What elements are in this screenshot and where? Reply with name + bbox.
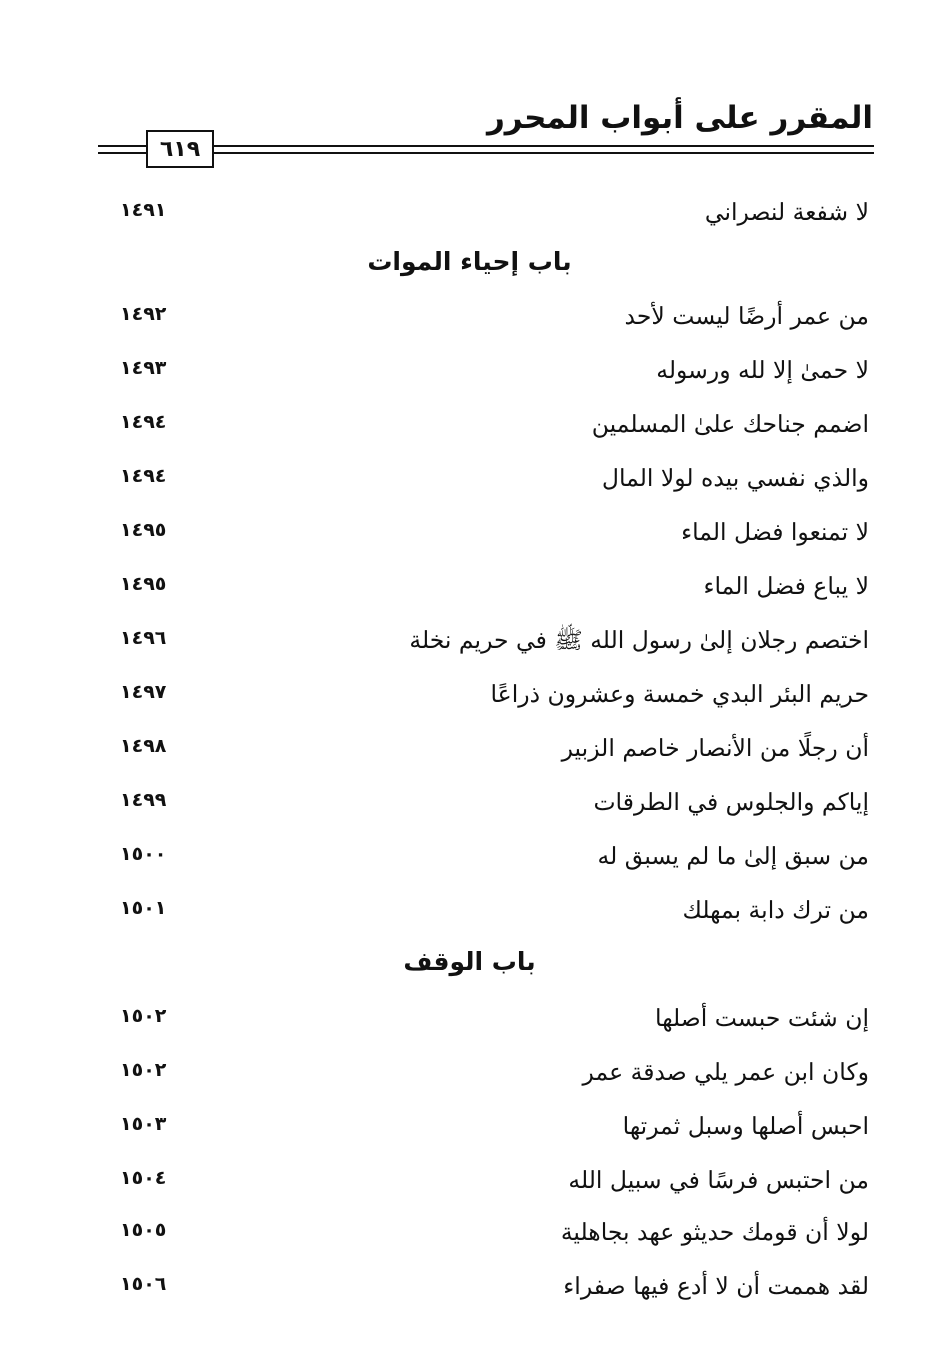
entry-text: اضمم جناحك علىٰ المسلمين (591, 410, 869, 438)
index-entry (0, 996, 939, 1040)
entry-number: ١٥٠٥ (120, 1219, 167, 1241)
entry-number: ١٥٠٢ (120, 1005, 167, 1027)
entry-text: لقد هممت أن لا أدع فيها صفراء (563, 1272, 869, 1300)
index-entry (0, 888, 939, 932)
entry-text: لا يباع فضل الماء (703, 572, 869, 600)
header-rule-top (98, 145, 874, 147)
index-entry (0, 456, 939, 500)
entry-text: لولا أن قومك حديثو عهد بجاهلية (560, 1218, 869, 1246)
entry-text: احبس أصلها وسبل ثمرتها (622, 1112, 869, 1140)
entry-text: وكان ابن عمر يلي صدقة عمر (582, 1058, 869, 1086)
header-rule-bottom (98, 152, 874, 154)
index-entry (0, 834, 939, 878)
entry-number: ١٤٩٧ (120, 681, 167, 703)
index-entry (0, 1210, 939, 1254)
entry-text: حريم البئر البدي خمسة وعشرون ذراعًا (490, 680, 869, 708)
entry-text: والذي نفسي بيده لولا المال (601, 464, 869, 492)
page-number: ٦١٩ (159, 136, 201, 162)
entry-number: ١٤٩٤ (120, 411, 167, 433)
index-entry (0, 618, 939, 662)
entry-text: من عمر أرضًا ليست لأحد (624, 302, 869, 330)
entry-number: ١٤٩٥ (120, 519, 167, 541)
index-entry (0, 348, 939, 392)
entry-text: أن رجلًا من الأنصار خاصم الزبير (561, 734, 869, 762)
index-entry (0, 402, 939, 446)
entry-text: لا حمىٰ إلا لله ورسوله (656, 356, 869, 384)
entry-number: ١٥٠٣ (120, 1113, 167, 1135)
entry-text: لا شفعة لنصراني (704, 198, 869, 226)
entry-number: ١٥٠٢ (120, 1059, 167, 1081)
entry-number: ١٤٩٤ (120, 465, 167, 487)
index-entry (0, 510, 939, 554)
page-number-box (146, 130, 214, 168)
entry-number: ١٥٠١ (120, 897, 167, 919)
index-entry (0, 1158, 939, 1202)
entry-text: إياكم والجلوس في الطرقات (593, 788, 869, 816)
entry-number: ١٤٩٦ (120, 627, 167, 649)
index-entry (0, 190, 939, 234)
entry-text: اختصم رجلان إلىٰ رسول الله ﷺ في حريم نخلة (409, 626, 869, 654)
entry-number: ١٤٩٣ (120, 357, 167, 379)
running-title: المقرر على أبواب المحرر (486, 100, 873, 136)
index-entry (0, 672, 939, 716)
entry-number: ١٥٠٤ (120, 1167, 167, 1189)
entry-number: ١٤٩٢ (120, 303, 167, 325)
entry-text: لا تمنعوا فضل الماء (681, 518, 869, 546)
entry-text: إن شئت حبست أصلها (655, 1004, 869, 1032)
entry-number: ١٥٠٦ (120, 1273, 167, 1295)
index-entry (0, 564, 939, 608)
index-entry (0, 726, 939, 770)
entry-number: ١٥٠٠ (120, 843, 167, 865)
entry-text: من احتبس فرسًا في سبيل الله (568, 1166, 869, 1194)
section-heading-al-waqf: باب الوقف (403, 947, 536, 976)
entry-text: من سبق إلىٰ ما لم يسبق له (597, 842, 869, 870)
index-entry (0, 1264, 939, 1308)
index-entry (0, 294, 939, 338)
index-entry (0, 780, 939, 824)
entry-number: ١٤٩١ (120, 199, 167, 221)
index-entry (0, 1050, 939, 1094)
entry-number: ١٤٩٨ (120, 735, 167, 757)
section-heading-ihya-al-mawat: باب إحياء الموات (367, 247, 572, 276)
entry-text: من ترك دابة بمهلك (682, 896, 869, 924)
entry-number: ١٤٩٩ (120, 789, 167, 811)
entry-number: ١٤٩٥ (120, 573, 167, 595)
index-entry (0, 1104, 939, 1148)
